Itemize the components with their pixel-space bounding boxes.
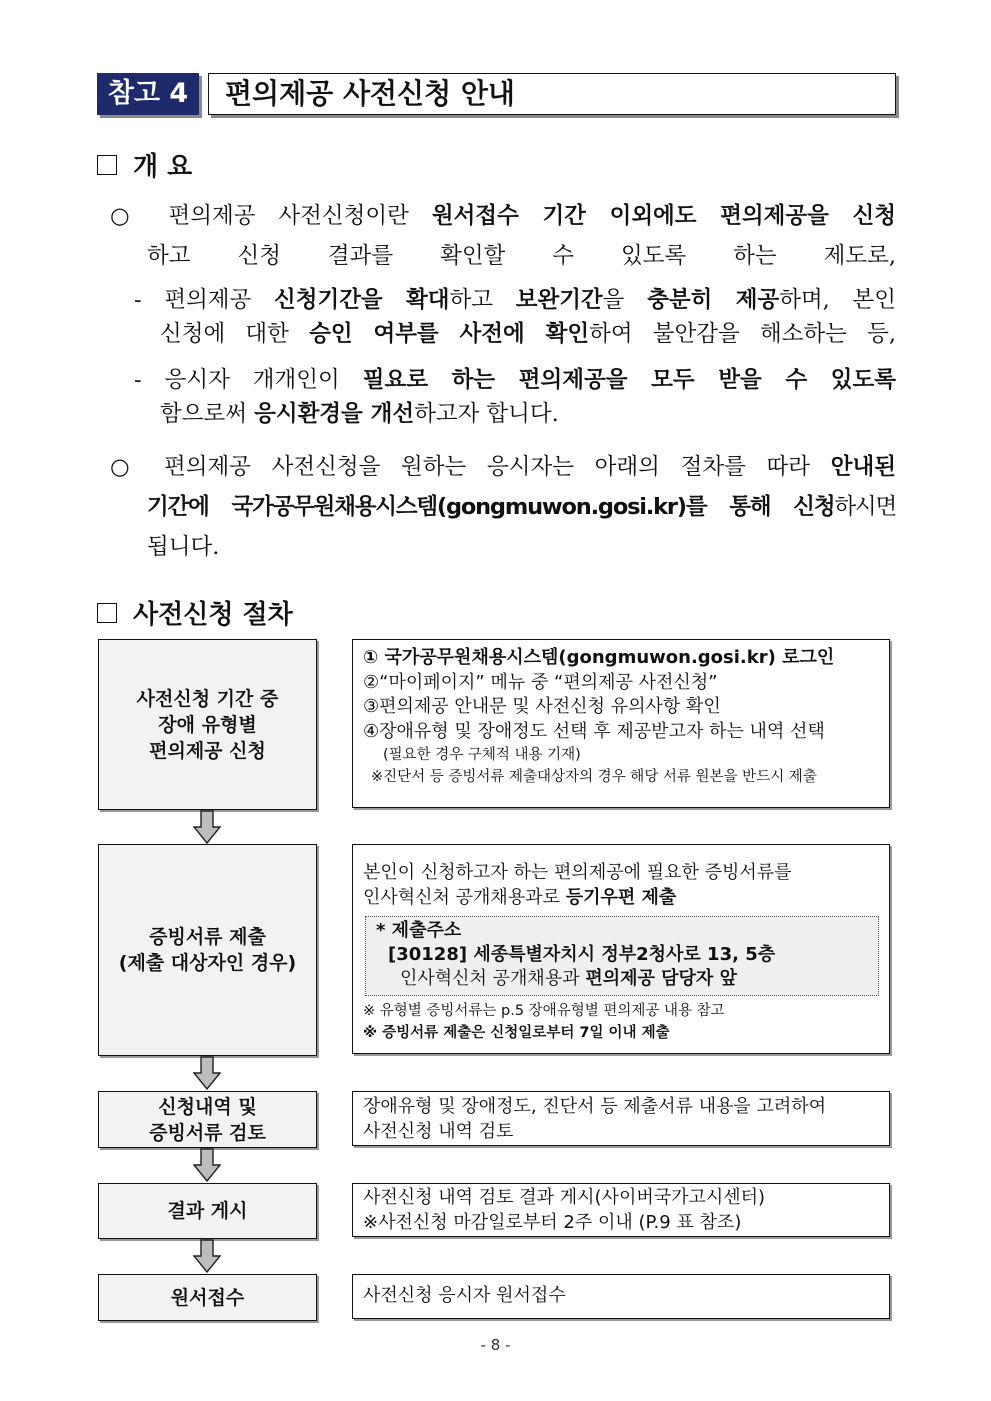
dash: - <box>134 367 142 393</box>
text-bold: 승인 여부를 사전에 확인 <box>309 321 590 347</box>
desc-line: 본인이 신청하고자 하는 편의제공에 필요한 증빙서류를 <box>363 862 792 883</box>
reference-tag: 참고 4 <box>97 73 199 115</box>
step-label: 결과 게시 <box>167 1200 248 1222</box>
desc-line <box>363 646 879 671</box>
step-3-description <box>352 1091 890 1146</box>
step-label: 편의제공 신청 <box>149 739 266 762</box>
text: 편의제공 사전신청을 원하는 응시자는 아래의 절차를 따라 <box>163 454 831 480</box>
bullet1-line2: 하고 신청 결과를 확인할 수 있도록 하는 제도로, <box>147 243 896 269</box>
text-bold: 원서접수 기간 이외에도 편의제공을 신청 <box>431 203 897 229</box>
text: 하고 <box>449 287 516 313</box>
text-bold: 보완기간 <box>515 287 603 313</box>
text: 하며, 본인 <box>779 287 897 313</box>
step-5-description <box>352 1274 890 1319</box>
address-title: * 제출주소 <box>376 920 462 941</box>
step-2-description <box>352 844 890 1054</box>
step-2-box <box>98 844 317 1056</box>
bullet1-line1 <box>110 196 896 236</box>
circle-bullet-icon: ○ <box>110 203 146 229</box>
desc-line: ④장애유형 및 장애정도 선택 후 제공받고자 하는 내역 선택 <box>363 720 825 742</box>
desc-line: 장애유형 및 장애정도, 진단서 등 제출서류 내용을 고려하여 <box>363 1096 827 1117</box>
text: ① 국가공무원채용시스템(gongmuwon.gosi.kr) 로그인 <box>363 647 835 668</box>
step-label: 사전신청 기간 중 <box>136 687 279 710</box>
desc-line: ②“마이페이지” 메뉴 중 “편의제공 사전신청” <box>363 671 718 693</box>
address-line: [30128] 세종특별자치시 정부2청사로 13, 5층 <box>388 944 776 965</box>
step-label: 신청내역 및 <box>158 1095 257 1118</box>
text-bold: 필요로 하는 편의제공을 모두 받을 수 있도록 <box>362 367 897 393</box>
address-box <box>365 916 879 996</box>
sub2-line2-wrap <box>160 394 559 434</box>
sub2-line2 <box>160 394 559 434</box>
text: 편의제공 <box>164 287 274 313</box>
text: 신청에 대한 <box>160 321 310 347</box>
procedure-heading-text: 사전신청 절차 <box>133 600 293 630</box>
overview-bullet-1 <box>110 196 896 236</box>
text: 하고자 합니다. <box>414 401 559 427</box>
page-number: - 8 - <box>480 1336 511 1354</box>
bullet2-line1 <box>110 447 896 487</box>
step-1-description <box>352 639 890 808</box>
step-label: 장애 유형별 <box>158 713 257 736</box>
address-recipient <box>376 967 868 991</box>
step-label: 증빙서류 제출 <box>149 926 266 948</box>
checkbox-square-icon <box>97 603 117 623</box>
checkbox-square-icon <box>97 155 117 175</box>
bullet1-line2-wrap <box>147 236 896 276</box>
bullet2-line2-wrap <box>147 487 896 527</box>
step-label: 원서접수 <box>170 1286 245 1309</box>
text: 편의제공 사전신청이란 <box>168 203 432 229</box>
circle-bullet-icon: ○ <box>110 454 144 480</box>
desc-line <box>363 886 879 911</box>
text: 함으로써 <box>160 401 255 427</box>
overview-heading-text: 개 요 <box>133 152 193 182</box>
bullet2-line3: 됩니다. <box>147 534 220 560</box>
step-label: (제출 대상자인 경우) <box>118 952 297 974</box>
overview-bullet-2 <box>110 447 896 487</box>
down-arrow-icon <box>193 1239 221 1273</box>
desc-note: ※ 유형별 증빙서류는 p.5 장애유형별 편의제공 내용 참고 <box>363 1003 725 1019</box>
desc-line: 사전신청 내역 검토 <box>363 1120 514 1142</box>
desc-note: ※진단서 등 증빙서류 제출대상자의 경우 해당 서류 원본을 반드시 제출 <box>371 769 817 785</box>
text: 하시면 <box>834 494 896 520</box>
text: 응시자 개개인이 <box>164 367 363 393</box>
text: 을 <box>602 287 648 313</box>
bullet2-line3-wrap <box>147 527 219 567</box>
text-bold: 응시환경을 개선 <box>254 401 415 427</box>
text-bold: 충분히 제공 <box>647 287 780 313</box>
title-box <box>208 73 896 115</box>
step-4-description <box>352 1183 890 1237</box>
sub1-line2-wrap <box>160 314 896 354</box>
text-bold: 신청기간을 확대 <box>273 287 450 313</box>
desc-line: ※사전신청 마감일로부터 2주 이내 (P.9 표 참조) <box>363 1211 742 1233</box>
text-bold: 안내된 <box>830 454 896 480</box>
dash: - <box>134 287 142 313</box>
step-3-box <box>98 1091 317 1148</box>
desc-line: 사전신청 내역 검토 결과 게시(사이버국가고시센터) <box>363 1187 766 1208</box>
text-bold: 기간에 국가공무원채용시스템(gongmuwon.gosi.kr)를 통해 신청 <box>147 494 835 520</box>
down-arrow-icon <box>193 1056 221 1090</box>
down-arrow-icon <box>193 1148 221 1182</box>
text-bold: 편의제공 담당자 앞 <box>585 968 737 989</box>
sub1-line2 <box>160 314 896 354</box>
desc-line: ③편의제공 안내문 및 사전신청 유의사항 확인 <box>363 696 721 717</box>
step-label: 증빙서류 검토 <box>149 1121 266 1144</box>
desc-note: (필요한 경우 구체적 내용 기재) <box>383 747 581 763</box>
page-title: 편의제공 사전신청 안내 <box>225 77 515 110</box>
text: 인사혁신처 공개채용과로 <box>363 886 566 908</box>
text-bold: 등기우편 제출 <box>565 886 677 908</box>
step-1-box <box>98 639 317 810</box>
desc-line: 사전신청 응시자 원서접수 <box>363 1285 566 1306</box>
text: 인사혁신처 공개채용과 <box>400 968 586 989</box>
text: 하여 불안감을 해소하는 등, <box>589 321 896 347</box>
step-5-box <box>98 1274 317 1321</box>
overview-heading <box>97 146 192 183</box>
down-arrow-icon <box>193 810 221 844</box>
bullet2-line2 <box>147 487 896 527</box>
desc-note: ※ 증빙서류 제출은 신청일로부터 7일 이내 제출 <box>363 1025 670 1041</box>
step-4-box <box>98 1183 317 1239</box>
procedure-heading <box>97 594 293 631</box>
